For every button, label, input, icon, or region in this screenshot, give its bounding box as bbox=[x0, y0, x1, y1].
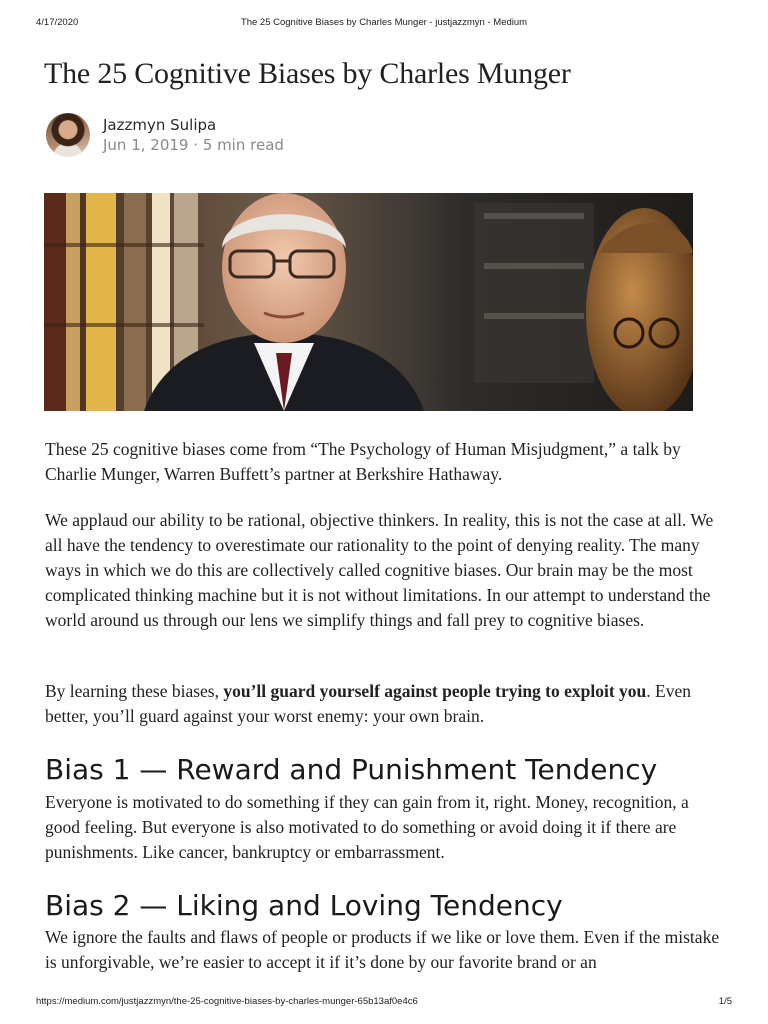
intro-paragraph: These 25 cognitive biases come from “The Psychology of Human Misjudgment,” a talk by Charlie Munger, Warren Buffett’s partner at Berkshire Hathaway. bbox=[45, 439, 681, 484]
page-number: 1/5 bbox=[718, 996, 732, 1007]
publish-meta: Jun 1, 2019 · 5 min read bbox=[103, 136, 284, 154]
print-footer bbox=[0, 996, 768, 1010]
avatar[interactable] bbox=[46, 113, 90, 157]
paragraph-learning bbox=[45, 679, 725, 729]
print-date: 4/17/2020 bbox=[36, 17, 79, 28]
print-url: https://medium.com/justjazzmyn/the-25-cognitive-biases-by-charles-munger-65b13af0e4c6 bbox=[36, 996, 418, 1007]
byline bbox=[46, 113, 446, 159]
author-name[interactable]: Jazzmyn Sulipa bbox=[103, 116, 217, 134]
bias-1-heading: Bias 1 — Reward and Punishment Tendency bbox=[45, 753, 658, 786]
paragraph-learning-lead: By learning these biases, bbox=[45, 681, 224, 701]
paragraph-rationality: We applaud our ability to be rational, objective thinkers. In reality, this is not the case at all. We all have the tendency to overestimate our rationality to the point of denying reality. The many ways in which we do this are collectively called cognitive biases. Our brain may be the most complicated thinking machine but it is not without limitations. In our attempt to understand the world around us through our lens we simplify things and fall prey to cognitive biases. bbox=[45, 510, 714, 630]
hero-image bbox=[44, 193, 693, 411]
bias-1-text: Everyone is motivated to do something if they can gain from it, right. Money, recognition, a good feeling. But everyone is also motivated to do something or avoid doing it if there are punishments. Like cancer, bankruptcy or embarrassment. bbox=[45, 792, 689, 862]
paragraph-learning-tail: . Even better, you’ll guard against your worst enemy: your own brain. bbox=[45, 681, 692, 726]
bias-2-text: We ignore the faults and flaws of people or products if we like or love them. Even if the mistake is unforgivable, we’re easier to accept it if it’s done by our favorite brand or an bbox=[45, 927, 720, 972]
paragraph-learning-emphasis: you’ll guard yourself against people trying to exploit you bbox=[223, 681, 647, 701]
print-page-title: The 25 Cognitive Biases by Charles Munger - justjazzmyn - Medium bbox=[240, 17, 528, 28]
article-title: The 25 Cognitive Biases by Charles Munger bbox=[44, 57, 571, 90]
print-header bbox=[0, 17, 768, 31]
bias-2-heading: Bias 2 — Liking and Loving Tendency bbox=[45, 889, 563, 922]
